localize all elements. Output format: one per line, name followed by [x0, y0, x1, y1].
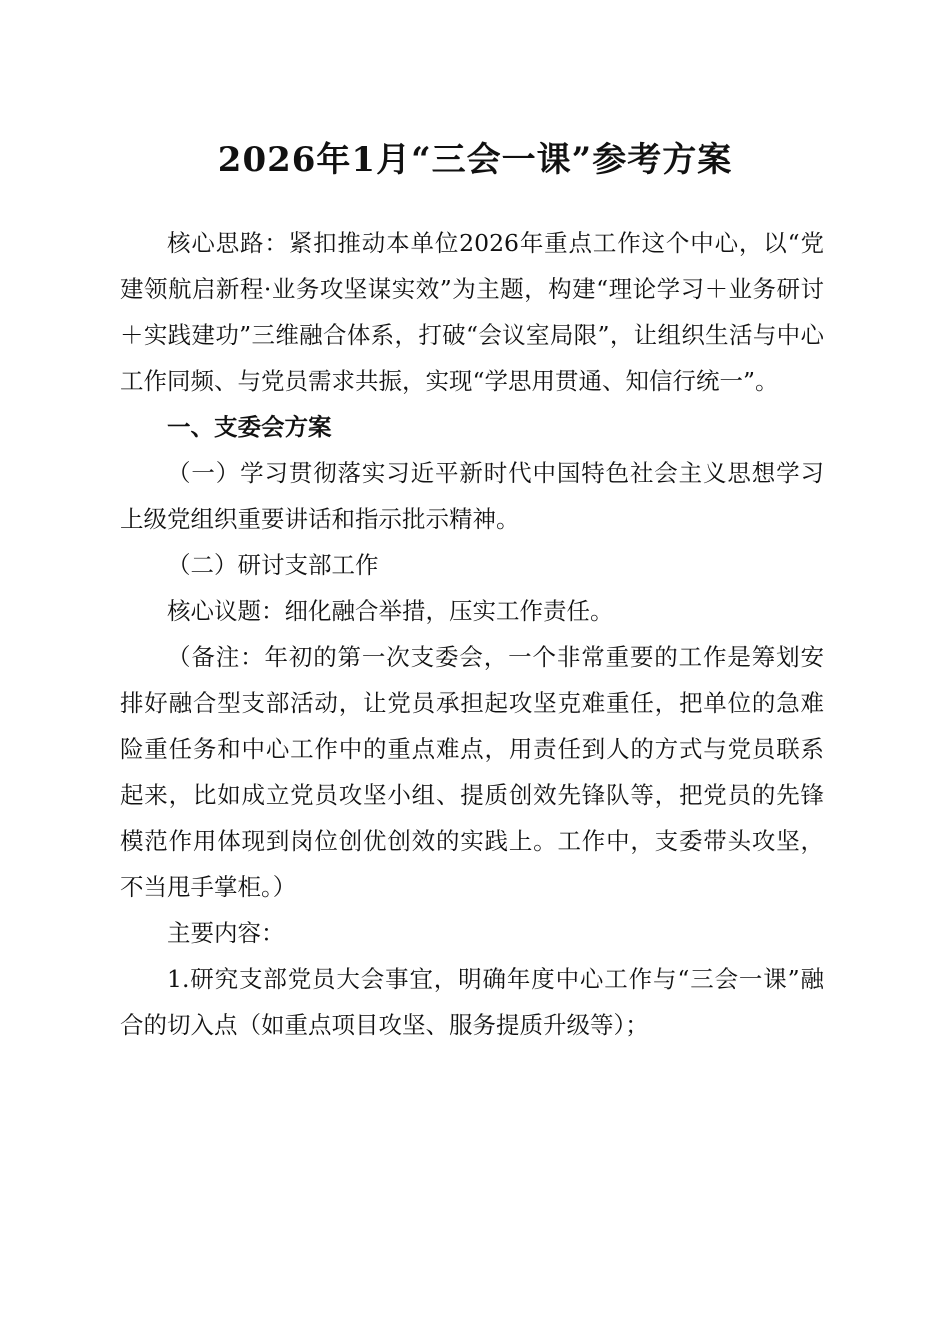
document-body — [120, 220, 824, 1048]
section-heading-branch-committee: 一、支委会方案 — [167, 413, 332, 441]
item-study-paragraph: （一）学习贯彻落实习近平新时代中国特色社会主义思想学习上级党组织重要讲话和指示批示精神。 — [120, 459, 824, 533]
document-title: 2026年1月“三会一课”参考方案 — [217, 140, 733, 180]
intro-paragraph: 核心思路：紧扣推动本单位2026年重点工作这个中心，以“党建领航启新程·业务攻坚谋实效”为主题，构建“理论学习＋业务研讨＋实践建功”三维融合体系，打破“会议室局限”，让组织生活与中心工作同频、与党员需求共振，实现“学思用贯通、知信行统一”。 — [120, 229, 824, 395]
item-discuss-paragraph: （二）研讨支部工作 — [167, 551, 379, 579]
content-item-1: 1.研究支部党员大会事宜，明确年度中心工作与“三会一课”融合的切入点（如重点项目攻坚、服务提质升级等）； — [120, 965, 824, 1039]
remark-paragraph: （备注：年初的第一次支委会，一个非常重要的工作是筹划安排好融合型支部活动，让党员承担起攻坚克难重任，把单位的急难险重任务和中心工作中的重点难点，用责任到人的方式与党员联系起来，比如成立党员攻坚小组、提质创效先锋队等，把党员的先锋模范作用体现到岗位创优创效的实践上。工作中，支委带头攻坚，不当甩手掌柜。） — [120, 643, 824, 901]
core-topic-paragraph: 核心议题：细化融合举措，压实工作责任。 — [167, 597, 614, 625]
main-content-label: 主要内容： — [167, 919, 285, 947]
